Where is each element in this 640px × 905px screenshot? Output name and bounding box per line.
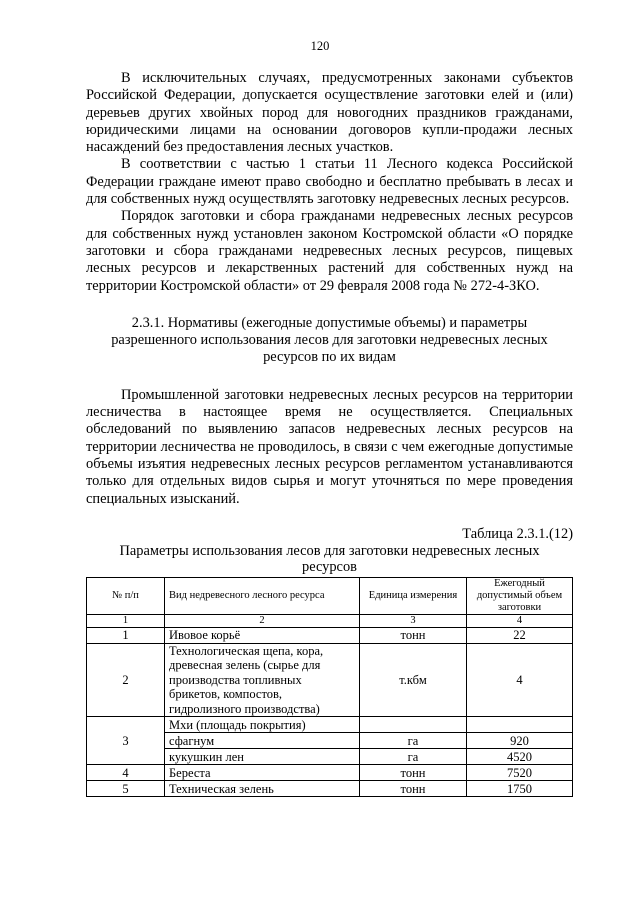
resource-volume: 7520 — [467, 765, 573, 781]
resources-table — [86, 577, 573, 798]
resource-unit — [360, 717, 467, 733]
resource-name: Технологическая щепа, кора, древесная зелень (сырье для производства топливных брикетов, компостов, гидролизного производства) — [165, 643, 360, 717]
resource-volume: 4520 — [467, 749, 573, 765]
paragraph-exceptional-cases: В исключительных случаях, предусмотренных законами субъектов Российской Федерации, допускается осуществление заготовки елей и (или) деревьев других хвойных пород для новогодних праздников гражданами, юридическими лицами на основании договоров купли-продажи лесных насаждений без предоставления лесных участков. — [86, 70, 573, 156]
row-number: 1 — [87, 627, 165, 643]
index-cell: 4 — [467, 614, 573, 627]
table-number: Таблица 2.3.1.(12) — [462, 525, 573, 542]
header-number: № п/п — [87, 577, 165, 614]
row-number: 5 — [87, 781, 165, 797]
row-number: 3 — [87, 717, 165, 765]
table-row — [87, 717, 573, 733]
resource-volume — [467, 717, 573, 733]
resource-unit: т.кбм — [360, 643, 467, 717]
paragraph-forest-code: В соответствии с частью 1 статьи 11 Лесного кодекса Российской Федерации граждане имеют право свободно и бесплатно пребывать в лесах и для собственных нужд осуществлять заготовку недревесных лесных ресурсов. — [86, 156, 573, 208]
resource-volume: 4 — [467, 643, 573, 717]
resource-unit: га — [360, 733, 467, 749]
document-body — [86, 70, 573, 797]
index-cell: 1 — [87, 614, 165, 627]
index-cell: 3 — [360, 614, 467, 627]
resource-name: Мхи (площадь покрытия) — [165, 717, 360, 733]
resource-name: Береста — [165, 765, 360, 781]
resource-volume: 920 — [467, 733, 573, 749]
resource-unit: тонн — [360, 627, 467, 643]
resource-name: Ивовое корьё — [165, 627, 360, 643]
paragraph-kostroma-law: Порядок заготовки и сбора гражданами недревесных лесных ресурсов для собственных нужд установлен законом Костромской области «О порядке заготовки и сбора гражданами недревесных лесных ресурсов, пищевых лесных ресурсов и лекарственных растений для собственных нужд на территории Костромской области» от 29 февраля 2008 года № 272-4-ЗКО. — [86, 208, 573, 294]
resource-volume: 22 — [467, 627, 573, 643]
resource-name: сфагнум — [165, 733, 360, 749]
paragraph-industrial-harvesting: Промышленной заготовки недревесных лесных ресурсов на территории лесничества в настоящее время не осуществляется. Специальных обследований по выявлению запасов недревесных лесных ресурсов на территории лесничества не проводилось, в связи с чем ежегодные допустимые объемы изъятия недревесных лесных ресурсов регламентом устанавливаются только для отдельных видов сырья и могут уточняться по мере проведения специальных изысканий. — [86, 386, 573, 507]
row-number: 2 — [87, 643, 165, 717]
index-cell: 2 — [165, 614, 360, 627]
header-annual-volume: Ежегодный допустимый объем заготовки — [467, 577, 573, 614]
table-index-row — [87, 614, 573, 627]
row-number: 4 — [87, 765, 165, 781]
resource-name: кукушкин лен — [165, 749, 360, 765]
resource-name: Техническая зелень — [165, 781, 360, 797]
header-resource-type: Вид недревесного лесного ресурса — [165, 577, 360, 614]
header-unit: Единица измерения — [360, 577, 467, 614]
table-row — [87, 627, 573, 643]
table-title: Параметры использования лесов для заготовки недревесных лесных ресурсов — [119, 542, 540, 576]
page-number: 120 — [310, 39, 330, 53]
table-row — [87, 765, 573, 781]
resource-unit: га — [360, 749, 467, 765]
table-row — [87, 643, 573, 717]
resource-unit: тонн — [360, 765, 467, 781]
table-header-row — [87, 577, 573, 614]
resource-unit: тонн — [360, 781, 467, 797]
table-row — [87, 781, 573, 797]
section-heading: 2.3.1. Нормативы (ежегодные допустимые объемы) и параметры разрешенного использования лесов для заготовки недревесных лесных ресурсов по их видам — [111, 314, 548, 365]
resource-volume: 1750 — [467, 781, 573, 797]
